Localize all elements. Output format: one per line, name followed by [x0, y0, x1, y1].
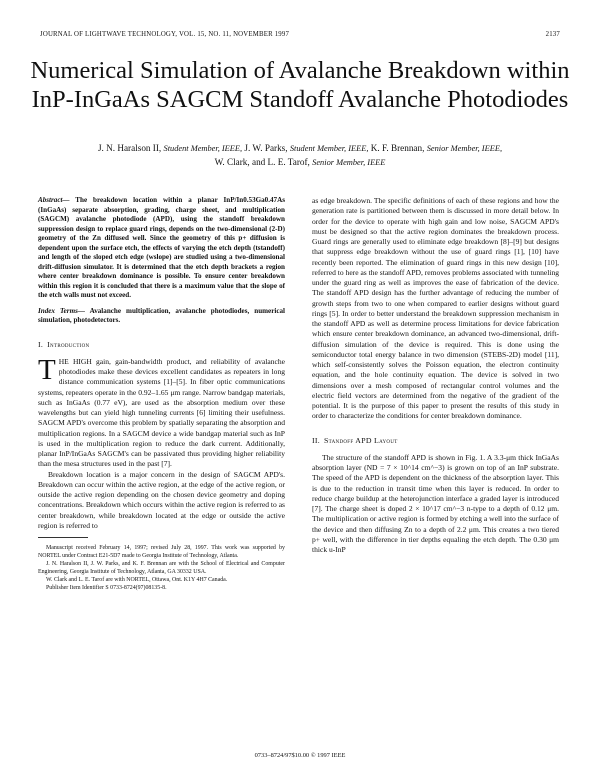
journal-name: JOURNAL OF LIGHTWAVE TECHNOLOGY, VOL. 15, NO. 11, NOVEMBER 1997 [40, 31, 290, 38]
footnote-manuscript: Manuscript received February 14, 1997; revised July 28, 1997. This work was supported by NORTEL under Contract E21-5D7 made to Georgia Institute of Technology, Atlanta. [38, 545, 285, 559]
author-name: J. N. Haralson II, [97, 143, 162, 153]
author-name: J. W. Parks, [244, 143, 288, 153]
section-title: Introduction [47, 339, 90, 349]
intro-paragraph-1 [38, 353, 285, 470]
index-terms-label: Index Terms— [38, 306, 85, 315]
footnote-publisher-id: Publisher Item Identifier S 0733-8724(97)08135-8. [46, 585, 167, 591]
abstract [38, 196, 285, 301]
intro-paragraph-2: Breakdown location is a major concern in the design of SAGCM APD's. Breakdown can occur within the active region, at the edge of the active region, or outside the active region depending on the chosen device geometry and doping concentrations. Breakdown which occurs within the active region is referred to as center breakdown, while breakdown located at the edge or outside the active region is referred to [38, 469, 285, 530]
section-title: Standoff APD Layout [324, 435, 398, 445]
author-membership: Senior Member, IEEE, [426, 144, 503, 153]
copyright-line: 0733–8724/97$10.00 © 1997 IEEE [254, 752, 346, 759]
author-membership: Student Member, IEEE, [163, 144, 243, 153]
layout-paragraph-1: The structure of the standoff APD is shown in Fig. 1. A 3.3-μm thick InGaAs absorption layer (ND = 7 × 10^14 cm^−3) is grown on top of an InP substrate. The speed of the APD is dependent on the thickness of the absorption layer. This is due to the reduction in transit time when this layer is reduced. In order to reduce charge buildup at the heterojunction interface a graded layer is introduced [7]. The charge sheet is doped 2 × 10^17 cm^−3 n-type to a depth of 0.12 μm. The multiplication or active region is formed by etching a well into the surface of the device and then diffusing Zn to a depth of 2.2 μm. This creates a two tiered p+ well, with the difference in tier depths equaling the etch depth. The 0.30 μm thick u-InP [312, 452, 559, 554]
running-header [40, 31, 560, 38]
drop-cap: T [38, 353, 56, 386]
section-number: I. [38, 339, 44, 349]
right-column [312, 196, 559, 555]
left-column [38, 196, 285, 592]
section-heading-layout [312, 436, 559, 446]
footnotes [38, 544, 285, 592]
abstract-label: Abstract— [38, 196, 70, 204]
page-number: 2137 [545, 31, 560, 38]
index-terms [38, 307, 285, 326]
section-heading-introduction [38, 340, 285, 350]
intro-text-1: HE HIGH gain, gain-bandwidth product, and reliability of avalanche photodiodes make these devices excellent candidates as repeaters in long distance communication systems [1]–[5]. In fiber optic communications systems, repeaters operate in the 0.92–1.65 μm range. Narrow bandgap materials, such as InGaAs (0.77 eV), are used as the absorption medium over these wavelengths but can yield high tunneling currents [6] limiting their usefulness. SAGCM APD's overcome this problem by spatially separating the absorption and multiplication regions. In a SAGCM device a wide bandgap material such as InP is used in the multiplication region to reduce the dark current. Additionally, planar InP/InGaAs SAGCM's can be passivated thus providing higher reliability than the mesa structures used in the past [7]. [38, 356, 285, 469]
footnote-affiliation: J. N. Haralson II, J. W. Parks, and K. F. Brennan are with the School of Electrical and Computer Engineering, Georgia Institute of Technology, Atlanta, GA 30332 USA. [38, 561, 285, 575]
footnote-divider [38, 537, 88, 538]
paper-title: Numerical Simulation of Avalanche Breakdown within InP-InGaAs SAGCM Standoff Avalanche Photodiodes [30, 57, 570, 113]
author-list [40, 142, 560, 169]
abstract-text: The breakdown location within a planar InP/In0.53Ga0.47As (InGaAs) separate absorption, grading, charge sheet, and multiplication (SAGCM) avalanche photodiode (APD), using the standoff breakdown suppression design to replace guard rings, depends on the two-dimensional (2-D) geometry of the Zn diffused well. Since the geometry of this p+ diffusion is dependent upon the surface etch, the effects of varying the etch depth (tstandoff) and length of the sloped etch edge (wslope) are studied using a two-dimensional drift-diffusion simulator. It is determined that the etch depth brackets a region where center breakdown dominance is possible. To ensure center breakdown within this region it is concluded that there is a maximum value that the slope of the etch walls must not exceed. [38, 196, 285, 299]
author-membership: Senior Member, IEEE [312, 157, 386, 167]
footnote-affiliation: W. Clark and L. E. Tarof are with NORTEL, Ottawa, Ont. K1Y 4H7 Canada. [46, 577, 228, 583]
author-name: K. F. Brennan, [370, 143, 425, 153]
author-name: W. Clark, and L. E. Tarof, [214, 156, 310, 167]
author-membership: Student Member, IEEE, [289, 144, 369, 153]
index-terms-text: Avalanche multiplication, avalanche photodiodes, numerical simulation, photodetectors. [38, 306, 285, 324]
intro-paragraph-continued: as edge breakdown. The specific definitions of each of these regions and how the generation rate is partitioned between them is discussed in more detail below. In order for the device to operate with high gain and low noise, SAGCM APD's must be designed so that the active region dominates the breakdown process. Guard rings are generally used to eliminate edge breakdown [8]–[9] but designs that suppress edge breakdown without the use of guard rings [1], [10] have recently been reported. The elimination of guard rings in this new design [10], referred to here as the standoff APD, removes problems associated with tunneling under the guard ring as well as improves the ease of fabrication of the device. The standoff APD design has the further advantage of reducing the number of growth steps from two to one when compared to earlier designs without guard rings [5]. In order to better understand the breakdown suppression mechanism in the standoff APD as well as determine process limitations for device fabrication which ensure center breakdown dominance, an advanced two-dimensional, drift-diffusion simulation of the device is required. This is done using the semiconductor total energy balance in two dimension (STEBS-2D) model [11], which self-consistently solves the Poisson equation, the electron continuity equation, and the hole continuity equation. The device is solved in two dimensions over a mesh composed of rectangular control volumes and the electric field vectors are determined from the negative of the gradient of the potential. It is the purpose of this paper to present the results of this study in order to characterize the conditions for center breakdown dominance. [312, 196, 559, 421]
section-number: II. [312, 435, 321, 445]
